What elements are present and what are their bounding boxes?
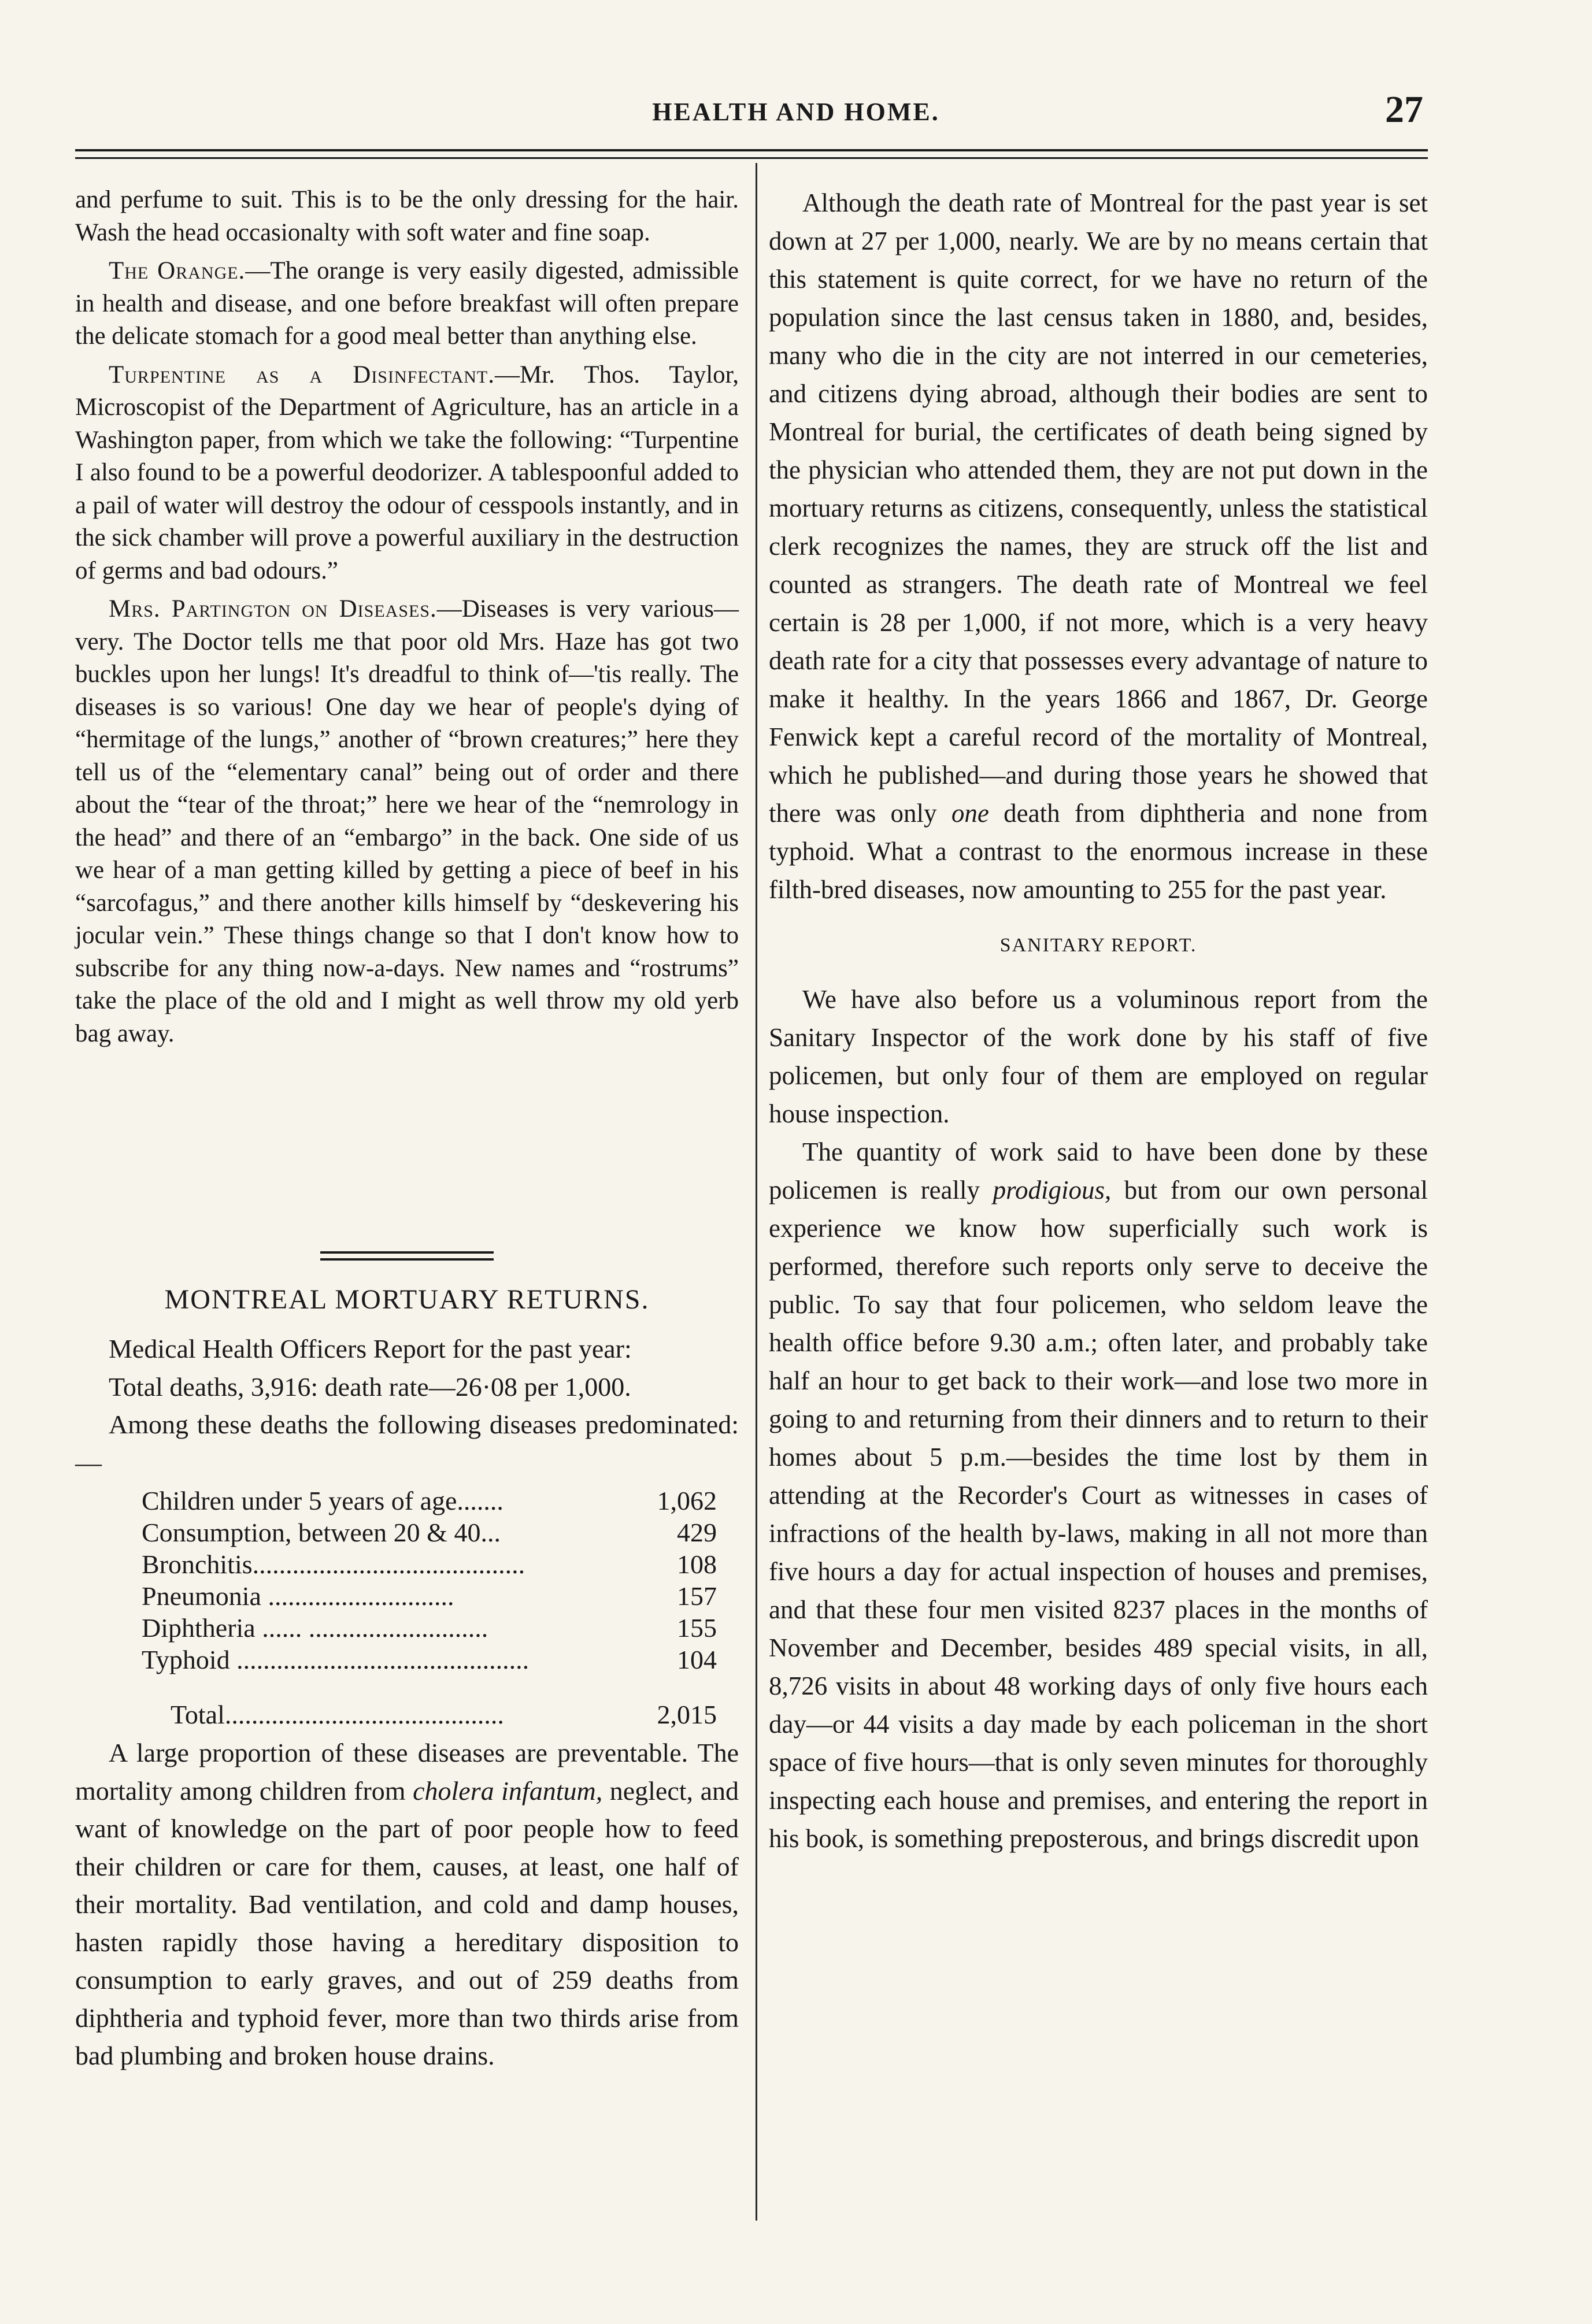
death-rate-text-rest: death from diphtheria and none from typhoid. What a contrast to the enormous increase in these filth-bred diseases, now amounting to 255 for the past year. [769, 799, 1428, 904]
disease-label: Bronchitis......................................... [142, 1550, 525, 1579]
preventable-paragraph [75, 1734, 739, 2075]
turpentine-run-in-heading: Turpentine as a Disinfectant. [109, 361, 495, 388]
mortuary-section [75, 1251, 739, 2075]
partington-body: —Diseases is very various—very. The Doctor tells me that poor old Mrs. Haze has got two buckles upon her lungs! It's dreadful to think of—'tis really. The diseases is so various! One day we hear of people's dying of “hermitage of the lungs,” another of “brown creatures;” here they tell us of the “elementary canal” being out of order and there about the “tear of the throat;” here we hear of the “nemrology in the head” and there of an “embargo” in the back. One side of us we hear of a man getting killed by getting a piece of beef in his “sarcofagus,” and there another kills himself by “deskevering his jocular vein.” These things change so that I don't know how to subscribe for any thing now-a-days. New names and “rostrums” take the place of the old and I might as well throw my old yerb bag away. [75, 595, 739, 1047]
orange-body: —The orange is very easily digested, admissible in health and disease, and one before breakfast will often prepare the delicate stomach for a good meal better than anything else. [75, 257, 739, 350]
disease-label: Consumption, between 20 & 40... [142, 1518, 501, 1547]
total-value: 2,015 [657, 1700, 717, 1729]
orange-paragraph [75, 255, 739, 353]
page-number: 27 [1385, 88, 1423, 131]
column-divider [756, 163, 757, 2221]
sanitary-intro-paragraph: We have also before us a voluminous report from the Sanitary Inspector of the work done by his staff of five policemen, but only four of them are employed on regular house inspection. [769, 985, 1428, 1128]
cholera-infantum-term: cholera infantum, [413, 1776, 603, 1806]
disease-count: 429 [677, 1518, 717, 1547]
emphasis-one: one [951, 799, 989, 828]
mortuary-intro: Medical Health Officers Report for the past year: [109, 1334, 632, 1363]
disease-label: Diphtheria ...... ........................... [142, 1613, 488, 1643]
disease-count: 1,062 [657, 1486, 717, 1515]
policemen-work-paragraph [769, 1133, 1428, 1858]
turpentine-body: —Mr. Thos. Taylor, Microscopist of the Department of Agriculture, has an article in a Washington paper, from which we take the following: “Turpentine I also found to be a powerful deodorizer. A tablespoonful added to a pail of water will destroy the odour of cesspools instantly, and in the sick chamber will prove a powerful auxiliary in the destruction of germs and bad odours.” [75, 361, 739, 584]
policemen-text: The quantity of work said to have been done by these policemen is really [769, 1137, 1428, 1204]
right-column [769, 184, 1428, 1858]
emphasis-prodigious: prodigious, [993, 1176, 1112, 1204]
table-row [142, 1644, 717, 1676]
preventable-text: A large proportion of these diseases are preventable. The mortality among children from [75, 1738, 739, 1806]
table-row [142, 1612, 717, 1644]
section-divider-rule [320, 1258, 494, 1261]
disease-count: 108 [677, 1550, 717, 1579]
header-rule-bottom [75, 157, 1428, 159]
section-divider-rule [320, 1251, 494, 1254]
mortuary-totals: Total deaths, 3,916: death rate—26·08 per 1,000. [109, 1372, 631, 1402]
mortuary-among: Among these deaths the following diseases predominated:— [75, 1410, 739, 1477]
turpentine-paragraph [75, 359, 739, 588]
table-row [142, 1517, 717, 1548]
disease-label: Children under 5 years of age....... [142, 1486, 503, 1515]
partington-run-in-heading: Mrs. Partington on Diseases. [109, 595, 437, 622]
left-column [75, 184, 739, 1050]
partington-paragraph [75, 593, 739, 1050]
disease-label: Typhoid ............................................ [142, 1645, 530, 1674]
table-row [142, 1548, 717, 1580]
hair-dressing-paragraph: and perfume to suit. This is to be the only dressing for the hair. Wash the head occasionalty with soft water and fine soap. [75, 186, 739, 246]
orange-run-in-heading: The Orange. [109, 257, 246, 284]
table-total-row [142, 1676, 717, 1734]
mortuary-heading: MONTREAL MORTUARY RETURNS. [164, 1284, 650, 1315]
header-rule-top [75, 149, 1428, 151]
table-row [142, 1580, 717, 1612]
disease-label: Pneumonia ............................ [142, 1581, 454, 1611]
running-header-title: HEALTH AND HOME. [652, 98, 940, 126]
disease-count: 157 [677, 1581, 717, 1611]
death-rate-text: Although the death rate of Montreal for the past year is set down at 27 per 1,000, nearly. We are by no means certain that this statement is quite correct, for we have no return of the population since the last census taken in 1880, and, besides, many who die in the city are not interred in our cemeteries, and citizens dying abroad, although their bodies are sent to Montreal for burial, the certificates of death being signed by the physician who attended them, they are not put down in the mortuary returns as citizens, consequently, unless the statistical clerk recognizes the names, they are struck off the list and counted as strangers. The death rate of Montreal we feel certain is 28 per 1,000, if not more, which is a very heavy death rate for a city that possesses every advantage of nature to make it healthy. In the years 1866 and 1867, Dr. George Fenwick kept a careful record of the mortality of Montreal, which he published—and during those years he showed that there was only [769, 188, 1428, 828]
preventable-text-rest: neglect, and want of knowledge on the part of poor people how to feed their children or care for them, causes, at least, one half of their mortality. Bad ventilation, and cold and damp houses, hasten rapidly those having a hereditary disposition to consumption to early graves, and out of 259 deaths from diphtheria and typhoid fever, more than two thirds arise from bad plumbing and broken house drains. [75, 1776, 739, 2070]
disease-count: 155 [677, 1613, 717, 1643]
disease-count: 104 [677, 1645, 717, 1674]
disease-table [142, 1485, 717, 1734]
table-row [142, 1485, 717, 1517]
death-rate-paragraph [769, 184, 1428, 909]
policemen-text-rest: but from our own personal experience we know how superficially such work is performed, therefore such reports only serve to deceive the public. To say that four policemen, who seldom leave the health office before 9.30 a.m.; often later, and probably take half an hour to get back to their work—and lose two more in going to and returning from their dinners and to return to their homes about 5 p.m.—besides the time lost by them in attending at the Recorder's Court as witnesses in cases of infractions of the health by-laws, making in all not more than five hours a day for actual inspection of houses and premises, and that these four men visited 8237 places in the months of November and December, besides 489 special visits, in all, 8,726 visits in about 48 working days of only five hours each day—or 44 visits a day made by each policeman in the short space of five hours—that is only seven minutes for thoroughly inspecting each house and premises, and entering the report in his book, is something preposterous, and brings discredit upon [769, 1176, 1428, 1853]
total-label: Total.......................................... [171, 1700, 504, 1729]
sanitary-report-heading: SANITARY REPORT. [999, 935, 1197, 956]
